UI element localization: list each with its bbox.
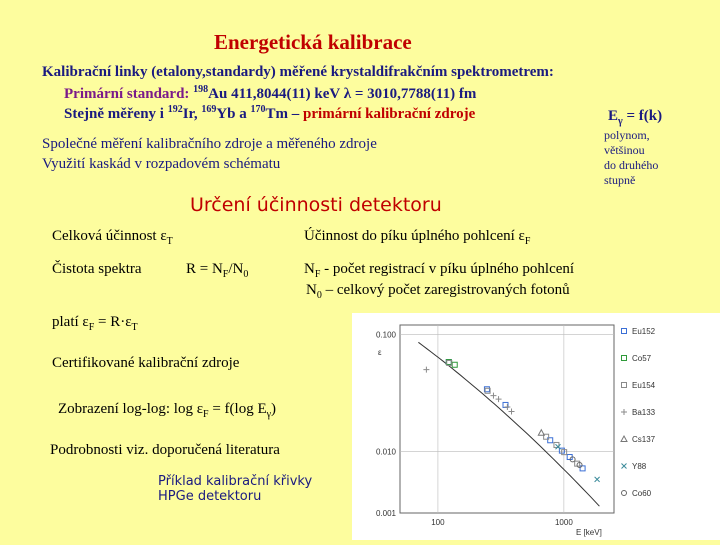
data-point	[509, 408, 515, 414]
total-efficiency-label: Celková účinnost ε	[52, 228, 167, 244]
purity-sub-0: 0	[243, 269, 249, 280]
polynomial-note-line: do druhého	[604, 158, 659, 172]
loglog-representation	[58, 401, 276, 418]
yb-symbol: Yb a	[216, 106, 251, 122]
relation-sub-t: T	[131, 322, 138, 333]
nf-definition	[304, 261, 574, 278]
page-title: Energetická kalibrace	[214, 30, 412, 54]
other-standards-line	[64, 106, 475, 123]
data-point	[490, 393, 496, 399]
x-axis-label: E [keV]	[576, 528, 602, 537]
example-caption-line: Příklad kalibrační křivky	[158, 474, 313, 489]
legend-marker	[621, 409, 627, 415]
efficiency-chart-svg	[352, 313, 720, 540]
fit-curve	[418, 342, 599, 506]
purity-sub-f: F	[222, 269, 229, 280]
relation-b: = R·ε	[94, 314, 132, 330]
example-caption-line: HPGe detektoru	[158, 489, 262, 504]
polynomial-note-line: většinou	[604, 143, 645, 157]
calibration-lines-label: Kalibrační linky (etalony,standardy) měřené krystaldifrakčním spektrometrem:	[42, 64, 554, 80]
au-line-value: Au 411,8044(11) keV λ = 3010,7788(11) fm	[208, 86, 477, 102]
peak-efficiency-label: Účinnost do píku úplného pohlcení ε	[304, 228, 525, 244]
n0-symbol: N	[306, 282, 317, 298]
example-caption	[158, 474, 312, 504]
total-efficiency	[52, 228, 173, 245]
spectrum-purity-label: Čistota spektra	[52, 261, 142, 277]
data-point	[496, 396, 502, 402]
details-reference: Podrobnosti viz. doporučená literatura	[50, 442, 280, 458]
legend-label: Cs137	[632, 435, 656, 444]
purity-formula-b: /N	[228, 261, 244, 277]
x-tick-label: 1000	[554, 518, 573, 527]
loglog-sub-f: F	[203, 409, 209, 420]
primary-sources-highlight: primární kalibrační zdroje	[303, 106, 476, 122]
calibration-lines-text	[42, 64, 554, 81]
y-tick-label: 0.001	[375, 509, 396, 518]
loglog-sub-gamma: γ	[266, 409, 272, 420]
energy-function-text: = f(k)	[622, 108, 663, 124]
n0-subscript: 0	[316, 290, 322, 301]
polynomial-note	[604, 128, 658, 188]
polynomial-note-line: polynom,	[604, 128, 650, 142]
purity-formula-a: R = N	[186, 261, 223, 277]
peak-efficiency	[304, 228, 530, 245]
tm-mass-number: 170	[250, 104, 266, 115]
relation-sub-f: F	[88, 322, 95, 333]
data-point	[595, 477, 600, 482]
legend-label: Eu154	[632, 381, 656, 390]
data-point	[504, 404, 510, 410]
loglog-b: = f(log E	[208, 401, 267, 417]
nf-subscript: F	[314, 269, 321, 280]
legend-marker	[622, 464, 627, 469]
other-standards-label: Stejně měřeny i	[64, 106, 168, 122]
energy-function-label	[608, 108, 662, 125]
y-tick-label: 0.010	[375, 447, 396, 457]
yb-mass-number: 169	[201, 104, 217, 115]
gamma-subscript: γ	[618, 116, 623, 127]
data-point	[423, 367, 429, 373]
energy-symbol: E	[608, 108, 619, 124]
nf-description: - počet registrací v píku úplného pohlcení	[320, 261, 575, 277]
data-point	[538, 430, 544, 436]
efficiency-chart	[352, 313, 720, 540]
relation-a: platí ε	[52, 314, 89, 330]
legend-marker	[622, 383, 627, 388]
peak-efficiency-subscript: F	[524, 236, 531, 247]
ir-mass-number: 192	[167, 104, 183, 115]
section-heading: Určení účinnosti detektoru	[190, 194, 442, 216]
legend-marker	[621, 436, 627, 442]
ir-symbol: Ir,	[182, 106, 202, 122]
n0-definition	[306, 282, 570, 299]
spectrum-purity	[52, 261, 142, 278]
legend-label: Ba133	[632, 408, 656, 417]
nf-symbol: N	[304, 261, 315, 277]
total-efficiency-subscript: T	[166, 236, 173, 247]
primary-standard-line	[64, 86, 476, 103]
data-point	[555, 444, 560, 449]
joint-measurement-line: Společné měření kalibračního zdroje a měřeného zdroje	[42, 136, 377, 152]
x-tick-label: 100	[431, 518, 445, 527]
legend-label: Y88	[632, 462, 647, 471]
legend-label: Eu152	[632, 327, 656, 336]
data-point	[452, 362, 457, 367]
legend-marker	[622, 491, 627, 496]
au-mass-number: 198	[193, 84, 209, 95]
loglog-a: Zobrazení log-log: log ε	[58, 401, 204, 417]
legend-label: Co60	[632, 489, 652, 498]
legend-label: Co57	[632, 354, 652, 363]
tm-symbol: Tm –	[265, 106, 304, 122]
n0-description: – celkový počet zaregistrovaných fotonů	[321, 282, 570, 298]
legend-marker	[622, 356, 627, 361]
loglog-c: )	[271, 401, 277, 417]
cascade-line: Využití kaskád v rozpadovém schématu	[42, 156, 281, 172]
certified-sources: Certifikované kalibrační zdroje	[52, 355, 240, 371]
purity-formula	[186, 261, 248, 278]
y-axis-label: ε	[378, 348, 382, 357]
efficiency-relation	[52, 314, 138, 331]
primary-standard-label: Primární standard:	[64, 86, 194, 102]
polynomial-note-line: stupně	[604, 173, 636, 187]
y-tick-label: 0.100	[375, 330, 396, 340]
legend-marker	[622, 329, 627, 334]
